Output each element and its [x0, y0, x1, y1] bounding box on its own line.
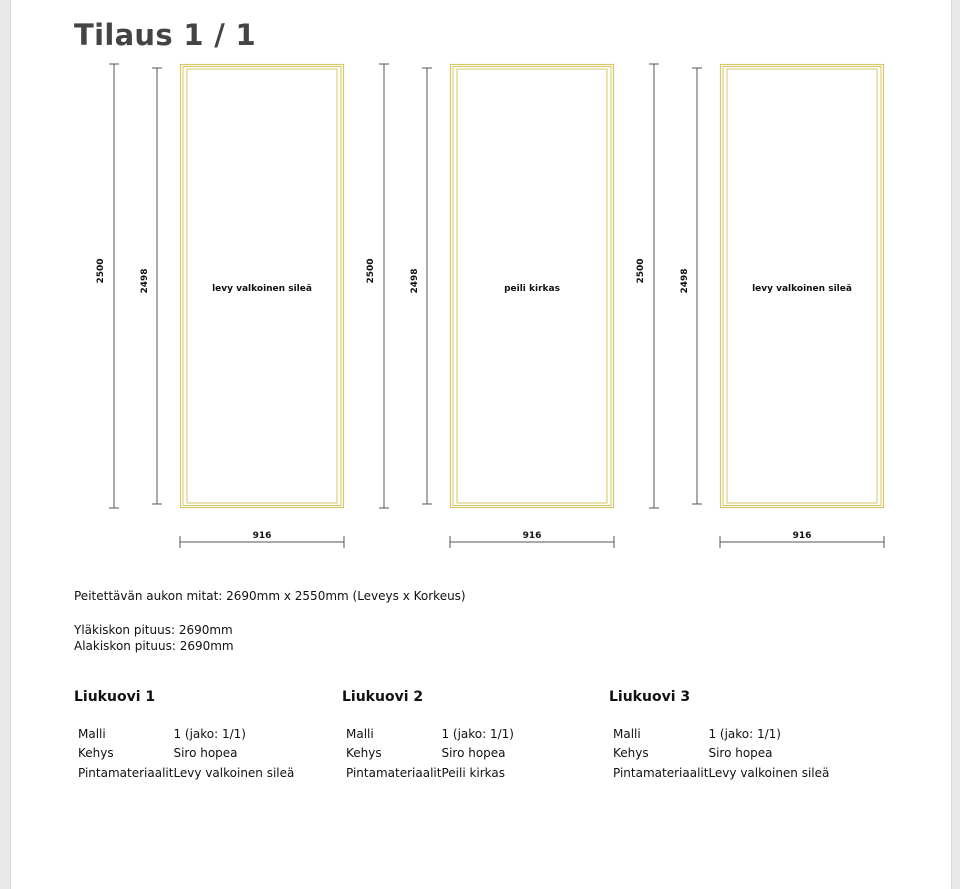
spec-row-surface: [78, 763, 294, 783]
spec-row-frame: [613, 744, 829, 764]
spec-key: Malli: [78, 726, 106, 741]
panel-label: levy valkoinen sileä: [212, 284, 312, 294]
spec-value: 1 (jako: 1/1): [708, 726, 781, 741]
spec-key: Kehys: [346, 746, 382, 761]
spec-key: Malli: [346, 726, 374, 741]
spec-value: Siro hopea: [708, 746, 773, 761]
width-label: 916: [792, 531, 812, 541]
outer-height-label: 2500: [366, 258, 376, 284]
spec-value: Peili kirkas: [441, 765, 506, 780]
inner-height-label: 2498: [410, 268, 420, 294]
width-label: 916: [522, 531, 542, 541]
spec-row-surface: [613, 763, 829, 783]
spec-value: Siro hopea: [173, 746, 238, 761]
panel-label: levy valkoinen sileä: [752, 284, 852, 294]
top-rail-length: Yläkiskon pituus: 2690mm: [74, 623, 233, 637]
opening-dimensions: Peitettävän aukon mitat: 2690mm x 2550mm (Leveys x Korkeus): [74, 589, 466, 603]
door-spec-heading: Liukuovi 3: [609, 689, 691, 705]
spec-key: Kehys: [78, 746, 114, 761]
spec-key: Pintamateriaalit: [78, 765, 174, 780]
door-drawing-3: [636, 64, 884, 548]
spec-value: Levy valkoinen sileä: [173, 765, 295, 780]
spec-row-surface: [346, 763, 514, 783]
outer-height-label: 2500: [96, 258, 106, 284]
door-spec-3: [609, 688, 869, 780]
spec-row-frame: [346, 744, 514, 764]
spec-key: Pintamateriaalit: [613, 765, 709, 780]
spec-row-model: [346, 724, 514, 744]
page-title: Tilaus 1 / 1: [74, 18, 256, 52]
door-spec-table: [613, 724, 829, 783]
outer-height-label: 2500: [636, 258, 646, 284]
width-label: 916: [252, 531, 272, 541]
spec-row-model: [613, 724, 829, 744]
spec-row-model: [78, 724, 294, 744]
door-spec-2: [342, 688, 602, 780]
door-drawing-2: [366, 64, 614, 548]
spec-value: Siro hopea: [441, 746, 506, 761]
spec-row-frame: [78, 744, 294, 764]
inner-height-label: 2498: [140, 268, 150, 294]
panel-label: peili kirkas: [504, 284, 560, 294]
spec-key: Pintamateriaalit: [346, 765, 442, 780]
door-spec-table: [78, 724, 294, 783]
door-spec-heading: Liukuovi 1: [74, 689, 156, 705]
spec-key: Kehys: [613, 746, 649, 761]
spec-value: Levy valkoinen sileä: [708, 765, 830, 780]
door-spec-1: [74, 688, 334, 780]
door-spec-heading: Liukuovi 2: [342, 689, 424, 705]
spec-key: Malli: [613, 726, 641, 741]
spec-value: 1 (jako: 1/1): [173, 726, 246, 741]
bottom-rail-length: Alakiskon pituus: 2690mm: [74, 639, 234, 653]
door-drawing-1: [96, 64, 344, 548]
door-spec-table: [346, 724, 514, 783]
inner-height-label: 2498: [680, 268, 690, 294]
spec-value: 1 (jako: 1/1): [441, 726, 514, 741]
